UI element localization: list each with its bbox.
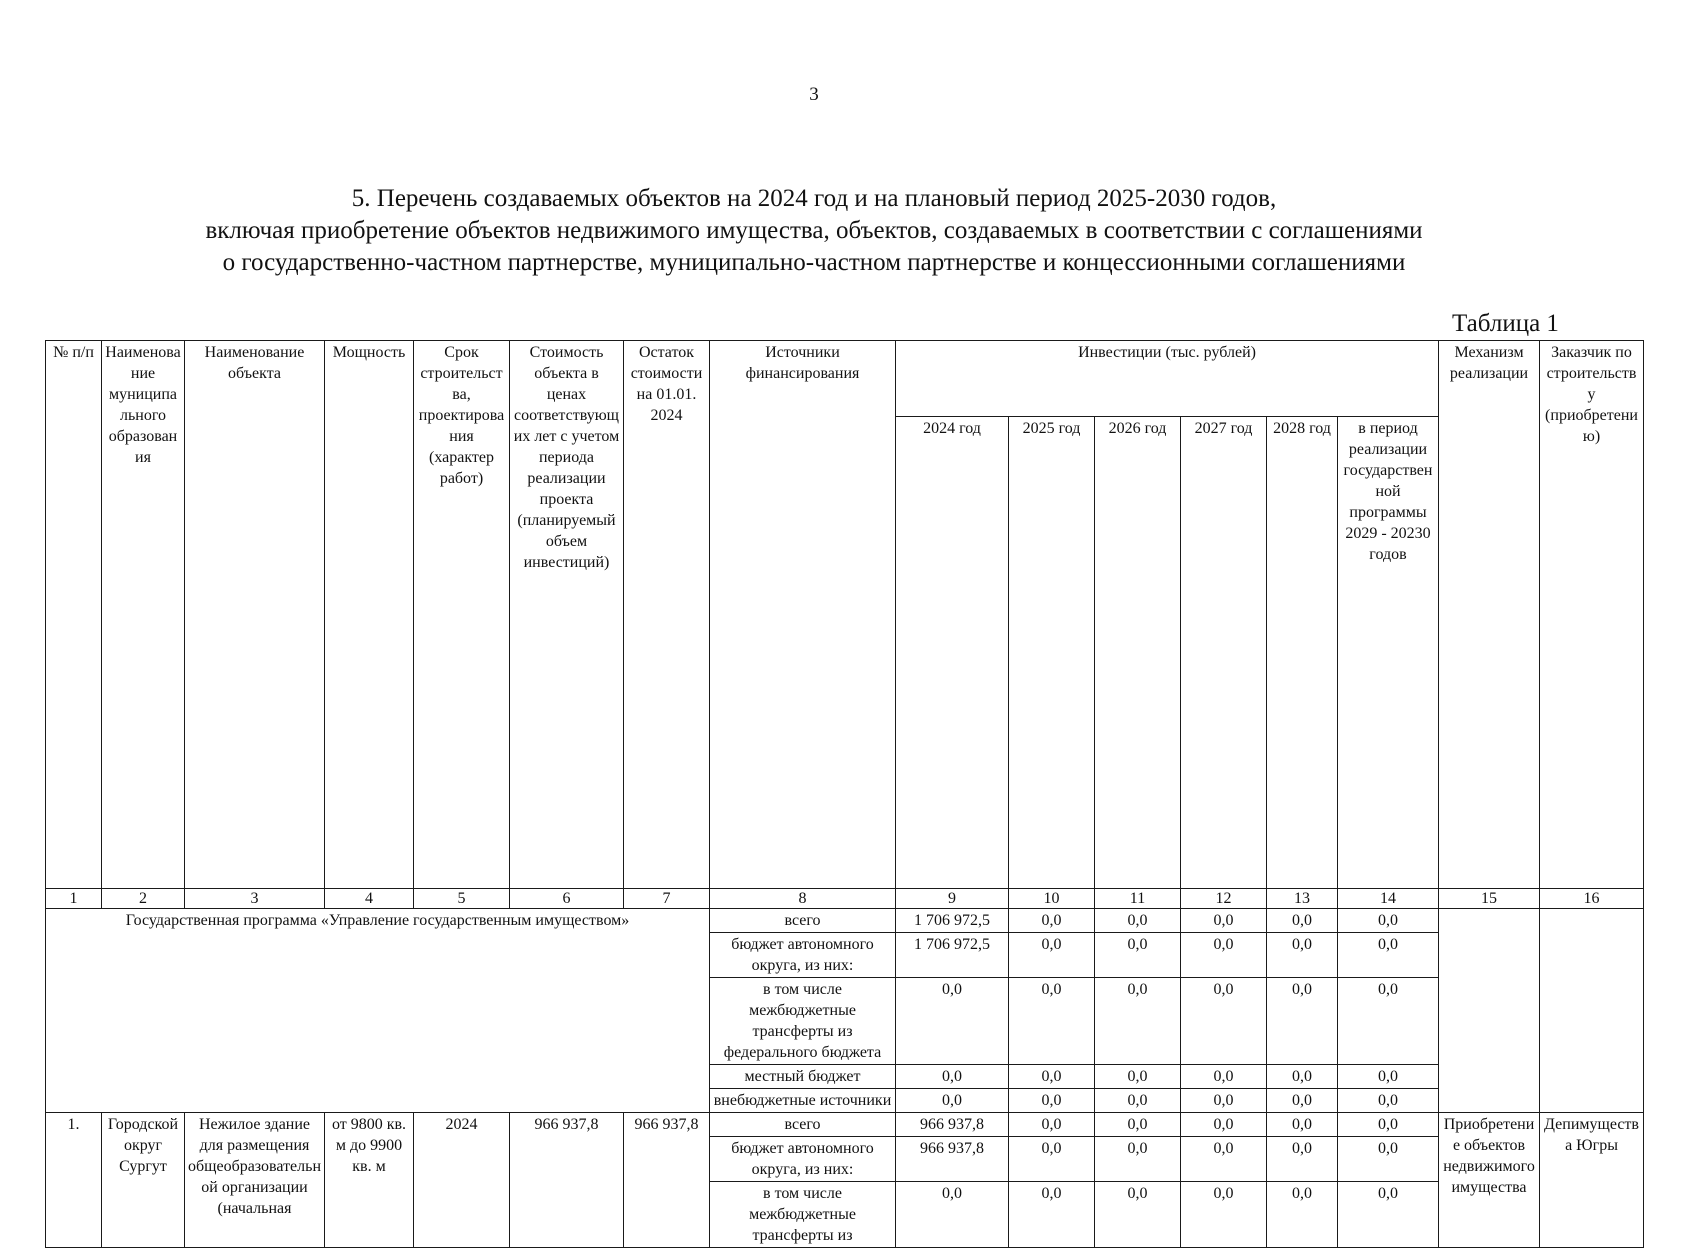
column-number: 10 bbox=[1009, 889, 1095, 909]
source-cell: всего bbox=[710, 909, 896, 933]
value-cell: 0,0 bbox=[1338, 1137, 1439, 1182]
program-name: Государственная программа «Управление государственным имуществом» bbox=[46, 909, 710, 1113]
column-number: 3 bbox=[185, 889, 325, 909]
header-row-1 bbox=[46, 341, 1644, 417]
value-cell: 0,0 bbox=[1095, 978, 1181, 1065]
header-term: Срок строительства, проектирования (характер работ) bbox=[414, 341, 510, 889]
value-cell: 0,0 bbox=[1095, 1089, 1181, 1113]
value-cell: 966 937,8 bbox=[896, 1137, 1009, 1182]
header-program-period: в период реализации государственной программы 2029 - 20230 годов bbox=[1338, 416, 1439, 888]
object-municipality: Городской округ Сургут bbox=[102, 1113, 185, 1248]
column-number: 16 bbox=[1540, 889, 1644, 909]
value-cell: 0,0 bbox=[1009, 1182, 1095, 1248]
value-cell: 0,0 bbox=[896, 1065, 1009, 1089]
table-caption: Таблица 1 bbox=[1452, 310, 1559, 337]
title-line-2: включая приобретение объектов недвижимого имущества, объектов, создаваемых в соответствии с соглашениями bbox=[205, 217, 1423, 244]
program-mechanism-cell bbox=[1439, 909, 1540, 1113]
value-cell: 0,0 bbox=[1267, 909, 1338, 933]
column-number: 8 bbox=[710, 889, 896, 909]
header-2028: 2028 год bbox=[1267, 416, 1338, 888]
header-investments: Инвестиции (тыс. рублей) bbox=[896, 341, 1439, 417]
value-cell: 0,0 bbox=[1095, 1182, 1181, 1248]
value-cell: 0,0 bbox=[1267, 1089, 1338, 1113]
value-cell: 0,0 bbox=[896, 978, 1009, 1065]
column-number: 14 bbox=[1338, 889, 1439, 909]
value-cell: 0,0 bbox=[1095, 1113, 1181, 1137]
title-line-3: о государственно-частном партнерстве, муниципально-частном партнерстве и концессионными соглашениями bbox=[222, 249, 1406, 276]
value-cell: 0,0 bbox=[1267, 978, 1338, 1065]
object-number: 1. bbox=[46, 1113, 102, 1248]
column-number: 12 bbox=[1181, 889, 1267, 909]
value-cell: 0,0 bbox=[1267, 933, 1338, 978]
column-number: 5 bbox=[414, 889, 510, 909]
object-capacity: от 9800 кв. м до 9900 кв. м bbox=[325, 1113, 414, 1248]
column-number: 4 bbox=[325, 889, 414, 909]
value-cell: 0,0 bbox=[1009, 1089, 1095, 1113]
column-number: 6 bbox=[510, 889, 624, 909]
objects-table bbox=[45, 340, 1644, 1248]
source-cell: местный бюджет bbox=[710, 1065, 896, 1089]
object-remainder: 966 937,8 bbox=[624, 1113, 710, 1248]
value-cell: 0,0 bbox=[1267, 1065, 1338, 1089]
column-number: 11 bbox=[1095, 889, 1181, 909]
value-cell: 0,0 bbox=[1267, 1182, 1338, 1248]
document-title bbox=[40, 183, 1588, 279]
column-number: 2 bbox=[102, 889, 185, 909]
value-cell: 0,0 bbox=[1338, 1182, 1439, 1248]
value-cell: 0,0 bbox=[896, 1182, 1009, 1248]
value-cell: 0,0 bbox=[1009, 1113, 1095, 1137]
value-cell: 0,0 bbox=[1267, 1113, 1338, 1137]
object-mechanism: Приобретение объектов недвижимого имущества bbox=[1439, 1113, 1540, 1248]
header-2027: 2027 год bbox=[1181, 416, 1267, 888]
title-line-1: 5. Перечень создаваемых объектов на 2024 год и на плановый период 2025-2030 годов, bbox=[351, 185, 1277, 212]
source-cell: внебюджетные источники bbox=[710, 1089, 896, 1113]
value-cell: 0,0 bbox=[1095, 1065, 1181, 1089]
header-2024: 2024 год bbox=[896, 416, 1009, 888]
program-customer-cell bbox=[1540, 909, 1644, 1113]
header-customer: Заказчик по строительству (приобретению) bbox=[1540, 341, 1644, 889]
header-municipality: Наименование муниципального образования bbox=[102, 341, 185, 889]
value-cell: 0,0 bbox=[1338, 909, 1439, 933]
source-cell: бюджет автономного округа, из них: bbox=[710, 1137, 896, 1182]
header-remainder: Остаток стоимости на 01.01. 2024 bbox=[624, 341, 710, 889]
value-cell: 0,0 bbox=[1338, 978, 1439, 1065]
column-number: 13 bbox=[1267, 889, 1338, 909]
object-row bbox=[46, 1113, 1644, 1137]
header-object-name: Наименование объекта bbox=[185, 341, 325, 889]
column-numbers-row bbox=[46, 889, 1644, 909]
column-number: 1 bbox=[46, 889, 102, 909]
value-cell: 0,0 bbox=[1267, 1137, 1338, 1182]
header-num: № п/п bbox=[46, 341, 102, 889]
value-cell: 0,0 bbox=[1181, 1089, 1267, 1113]
value-cell: 0,0 bbox=[1338, 1113, 1439, 1137]
header-mechanism: Механизм реализации bbox=[1439, 341, 1540, 889]
object-term: 2024 bbox=[414, 1113, 510, 1248]
value-cell: 1 706 972,5 bbox=[896, 933, 1009, 978]
value-cell: 0,0 bbox=[1338, 1065, 1439, 1089]
header-capacity: Мощность bbox=[325, 341, 414, 889]
value-cell: 0,0 bbox=[1009, 909, 1095, 933]
column-number: 9 bbox=[896, 889, 1009, 909]
program-row bbox=[46, 909, 1644, 933]
page-number: 3 bbox=[809, 84, 819, 105]
header-sources: Источники финансирования bbox=[710, 341, 896, 889]
value-cell: 0,0 bbox=[1181, 1182, 1267, 1248]
value-cell: 0,0 bbox=[1181, 933, 1267, 978]
value-cell: 0,0 bbox=[1009, 1065, 1095, 1089]
source-cell: в том числе межбюджетные трансферты из федерального бюджета bbox=[710, 978, 896, 1065]
column-number: 7 bbox=[624, 889, 710, 909]
header-cost: Стоимость объекта в ценах соответствующих лет с учетом периода реализации проекта (планируемый объем инвестиций) bbox=[510, 341, 624, 889]
object-cost: 966 937,8 bbox=[510, 1113, 624, 1248]
value-cell: 1 706 972,5 bbox=[896, 909, 1009, 933]
object-customer: Депимущества Югры bbox=[1540, 1113, 1644, 1248]
value-cell: 0,0 bbox=[1095, 1137, 1181, 1182]
value-cell: 0,0 bbox=[1181, 978, 1267, 1065]
value-cell: 966 937,8 bbox=[896, 1113, 1009, 1137]
value-cell: 0,0 bbox=[1181, 1113, 1267, 1137]
object-name: Нежилое здание для размещения общеобразовательной организации (начальная bbox=[185, 1113, 325, 1248]
source-cell: бюджет автономного округа, из них: bbox=[710, 933, 896, 978]
value-cell: 0,0 bbox=[1009, 1137, 1095, 1182]
value-cell: 0,0 bbox=[1009, 933, 1095, 978]
value-cell: 0,0 bbox=[1338, 1089, 1439, 1113]
value-cell: 0,0 bbox=[1009, 978, 1095, 1065]
value-cell: 0,0 bbox=[1095, 933, 1181, 978]
value-cell: 0,0 bbox=[896, 1089, 1009, 1113]
column-number: 15 bbox=[1439, 889, 1540, 909]
value-cell: 0,0 bbox=[1181, 909, 1267, 933]
value-cell: 0,0 bbox=[1181, 1137, 1267, 1182]
header-2025: 2025 год bbox=[1009, 416, 1095, 888]
value-cell: 0,0 bbox=[1095, 909, 1181, 933]
header-2026: 2026 год bbox=[1095, 416, 1181, 888]
source-cell: всего bbox=[710, 1113, 896, 1137]
value-cell: 0,0 bbox=[1181, 1065, 1267, 1089]
value-cell: 0,0 bbox=[1338, 933, 1439, 978]
source-cell: в том числе межбюджетные трансферты из bbox=[710, 1182, 896, 1248]
